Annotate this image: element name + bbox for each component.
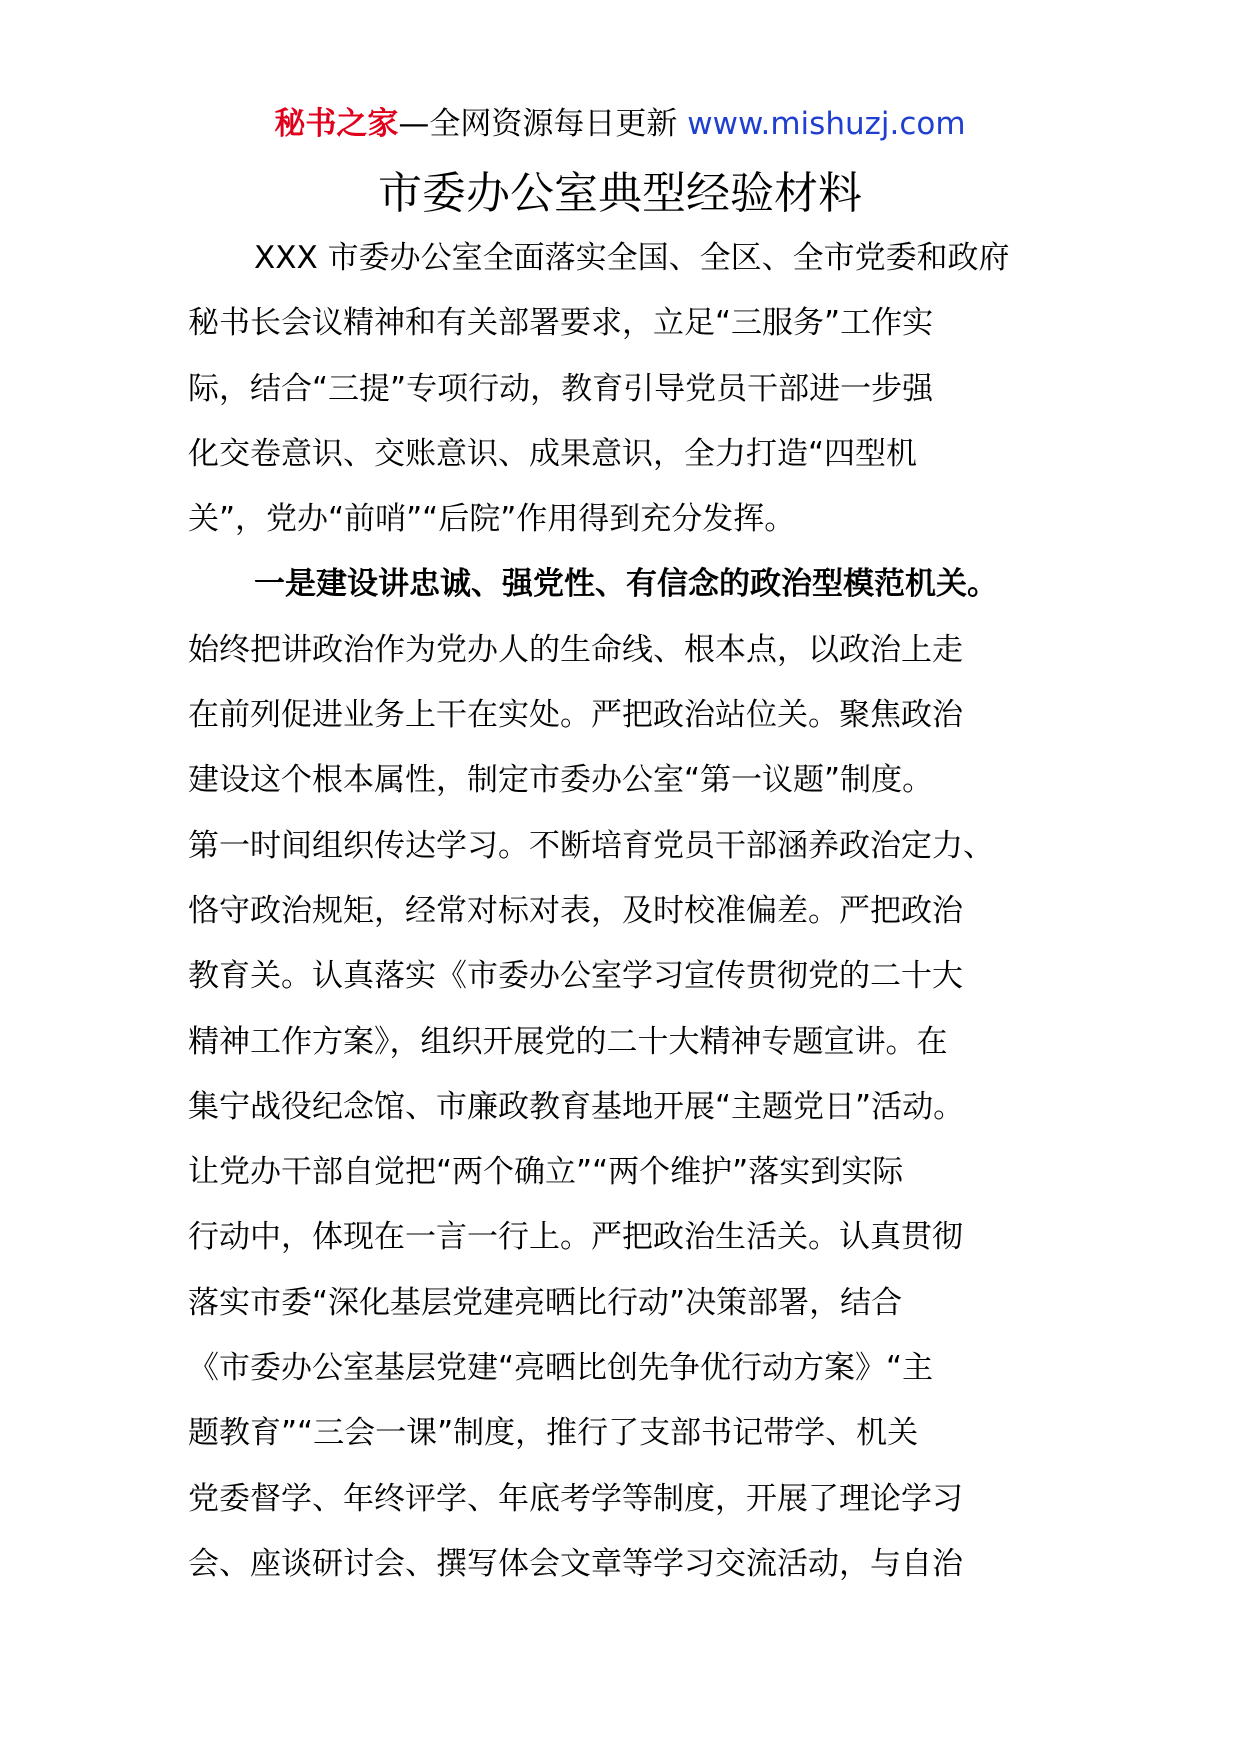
paragraph-line: 恪守政治规矩，经常对标对表，及时校准偏差。严把政治 xyxy=(188,892,963,929)
paragraph-line: 《市委办公室基层党建“亮晒比创先争优行动方案》“主 xyxy=(188,1350,934,1387)
paragraph-line: 际，结合“三提”专项行动，教育引导党员干部进一步强 xyxy=(188,370,934,407)
paragraph-line: 精神工作方案》，组织开展党的二十大精神专题宣讲。在 xyxy=(188,1023,948,1060)
paragraph-line: 秘书长会议精神和有关部署要求，立足“三服务”工作实 xyxy=(188,305,934,342)
paragraph-line: 第一时间组织传达学习。不断培育党员干部涵养政治定力、 xyxy=(188,827,994,864)
paragraph-line: 题教育”“三会一课”制度，推行了支部书记带学、机关 xyxy=(188,1415,919,1452)
paragraph-line: 党委督学、年终评学、年底考学等制度，开展了理论学习 xyxy=(188,1480,963,1517)
paragraph-line: 行动中，体现在一言一行上。严把政治生活关。认真贯彻 xyxy=(188,1219,963,1256)
document-body xyxy=(188,226,1058,1597)
paragraph-line: XXX 市委办公室全面落实全国、全区、全市党委和政府 xyxy=(254,240,1010,276)
site-url-link[interactable]: www.mishuzj.com xyxy=(687,106,966,142)
brand-name: 秘书之家 xyxy=(274,106,399,142)
header-slogan: —全网资源每日更新 xyxy=(398,106,678,142)
paragraph-line: 集宁战役纪念馆、市廉政教育基地开展“主题党日”活动。 xyxy=(188,1088,965,1125)
paragraph-line: 始终把讲政治作为党办人的生命线、根本点，以政治上走 xyxy=(188,631,963,668)
paragraph-line: 关”，党办“前哨”“后院”作用得到充分发挥。 xyxy=(188,501,796,538)
paragraph-line: 会、座谈研讨会、撰写体会文章等学习交流活动，与自治 xyxy=(188,1545,963,1582)
section-heading: 一是建设讲忠诚、强党性、有信念的政治型模范机关。 xyxy=(254,566,998,603)
paragraph-line: 建设这个根本属性，制定市委办公室“第一议题”制度。 xyxy=(188,762,934,799)
document-title: 市委办公室典型经验材料 xyxy=(378,168,862,219)
paragraph-line: 教育关。认真落实《市委办公室学习宣传贯彻党的二十大 xyxy=(188,958,963,995)
site-header xyxy=(0,102,1240,146)
paragraph-line: 在前列促进业务上干在实处。严把政治站位关。聚焦政治 xyxy=(188,697,963,734)
paragraph-line: 让党办干部自觉把“两个确立”“两个维护”落实到实际 xyxy=(188,1154,904,1191)
paragraph-line: 化交卷意识、交账意识、成果意识，全力打造“四型机 xyxy=(188,435,918,472)
paragraph-line: 落实市委“深化基层党建亮晒比行动”决策部署，结合 xyxy=(188,1284,903,1321)
